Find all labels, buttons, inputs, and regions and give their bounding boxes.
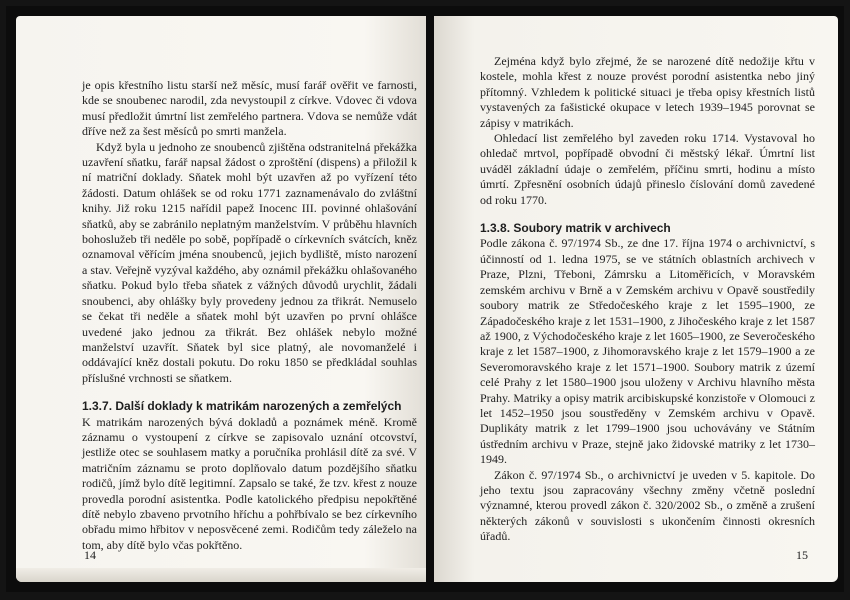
section-heading: 1.3.7. Další doklady k matrikám narozených a zemřelých (82, 399, 402, 414)
page-number: 15 (796, 548, 808, 562)
paragraph: K matrikám narozených bývá dokladů a poznámek méně. Kromě záznamu o vystoupení z církve se zapisovalo uznání otcovství, jestliže otec se souhlasem matky a poručníka prohlásil dítě za své. V matričním záznamu se proto doplňovalo datum pozdějšího sňatku rodičů, jímž bylo dítě legitimní. Zapsalo se také, že tzv. křest z nouze provedla porodní asistentka. Podle katolického předpisu nepokřtěné dítě nebylo zbaveno prvotního hříchu a pohřbívalo se bez církevního obřadu mimo hřbitov v neposvěcené zemi. Rodičům tedy záleželo na tom, aby dítě bylo včas pokřtěno. (82, 414, 417, 552)
book-spread (6, 6, 844, 592)
paragraph: Zejména když bylo zřejmé, že se narozené dítě nedožije křtu v kostele, mohla křest z nouze provést porodní asistentka nebo jiný přítomný. Vzhledem k politické situaci je třeba opisy křestních listů vystavených za fašistické okupace v letech 1939–1945 porovnat se zápisy v matrikách. (480, 54, 815, 130)
left-page-text (82, 78, 417, 553)
paragraph: Zákon č. 97/1974 Sb., o archivnictví je uveden v 5. kapitole. Do jeho textu jsou zapracovány všechny změny včetně poslední významné, kterou provedl zákon č. 320/2002 Sb., o změně a zrušení některých zákonů v souvislosti s ukončením činnosti okresních úřadů. (480, 467, 815, 544)
page-edge (16, 568, 426, 582)
paragraph: je opis křestního listu starší než měsíc, musí farář ověřit ve farnosti, kde se snoubenec narodil, zda nevystoupil z církve. Vdovec či vdova musí předložit úmrtní list zemřelého partnera. Vdova se nemůže vdát dříve než za šest měsíců po smrti manžela. (82, 78, 417, 139)
right-page (434, 16, 838, 582)
section-heading: 1.3.8. Soubory matrik v archivech (480, 221, 671, 236)
left-page (16, 16, 426, 582)
page-number: 14 (84, 548, 96, 562)
paragraph: Podle zákona č. 97/1974 Sb., ze dne 17. října 1974 o archivnictví, s účinností od 1. ledna 1975, se ve státních oblastních archivech v Praze, Plzni, Třeboni, Zámrsku a Litoměřicích, v Moravském zemském archivu v Brně a v Zemském archivu v Opavě soustředily soubory matrik ze Středočeského kraje z let 1595–1900, ze Západočeského kraje z let 1531–1900, z Jihočeského kraje z let 1587 až 1900, z Východočeského kraje z let 1605–1900, ze Severočeského kraje z let 1587–1900, z Jihomoravského kraje z let 1579–1900 a ze Severomoravského kraje z let 1571–1900. Soubory matrik z území celé Prahy z let 1580–1900 jsou uloženy v Archivu hlavního města Prahy. Matriky a opisy matrik arcibiskupské konzistoře v Olomouci z let 1452–1950 jsou soustředěny v Zemském archivu v Opavě. Duplikáty matrik z let 1799–1900 jsou uchovávány ve Státním ústředním archivu v Praze, stejně jako židovské matriky z let 1730–1949. (480, 236, 815, 467)
paragraph: Ohledací list zemřelého byl zaveden roku 1714. Vystavoval ho ohledač mrtvol, popřípadě obvodní či městský lékař. Úmrtní list uváděl základní údaje o zemřelém, příčinu smrti, hodinu a místo úmrtí. Zpřesnění osobních údajů přineslo číslování domů zavedené od roku 1770. (480, 131, 815, 207)
right-page-text (480, 54, 815, 545)
paragraph: Když byla u jednoho ze snoubenců zjištěna odstranitelná překážka uzavření sňatku, farář napsal žádost o zproštění (dispens) a přiložil k ní matriční doklady. Sňatek mohl být uzavřen až po vyřízení této žádosti. Datum ohlášek se od roku 1771 zaznamenávalo do zvláštní knihy. Již roku 1215 nařídil papež Inocenc III. povinné ohlašování sňatků, aby se zabránilo neplatným manželstvím. V průběhu hlavních bohoslužeb tři neděle po sobě, popřípadě o církevních svátcích, kněz oznamoval věřícím jména snoubenců, jejich bydliště, místo narození a stav. Veřejně vyzýval každého, aby oznámil překážku ohlašovaného sňatku. Pokud bylo třeba sňatek z vážných důvodů urychlit, žádali snoubenci, aby ohlášky byly provedeny jednou za třikrát. Nemuselo se čekat tři neděle a sňatek mohl být uzavřen po první ohlášce uvedené jako jednou za třikrát. Bez ohlášek nebylo možné manželství uzavřít. Sňatek byl sice platný, ale novomanželé i oddávající kněz dostali pokutu. Do roku 1850 se předkládal souhlas příslušné vrchnosti se sňatkem. (82, 139, 417, 385)
